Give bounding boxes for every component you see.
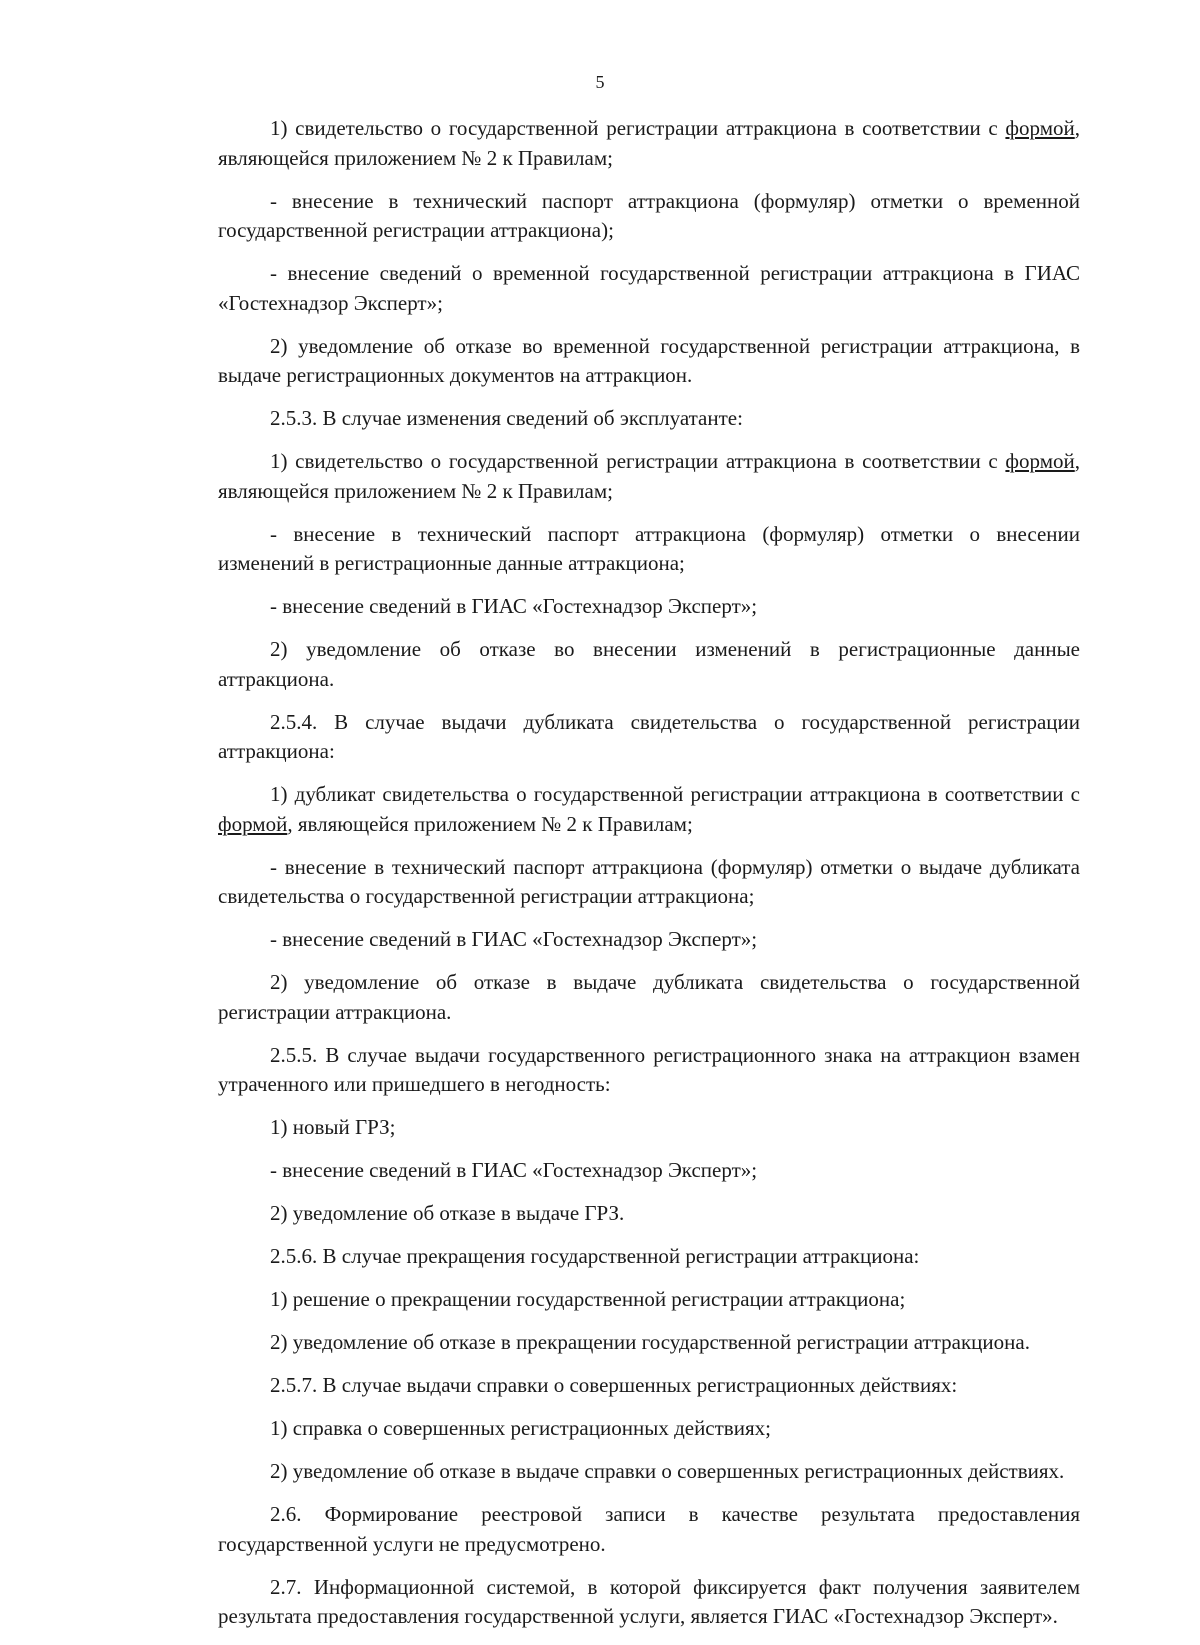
page-number: 5: [595, 72, 605, 92]
paragraph: 1) дубликат свидетельства о государственной регистрации аттракциона в соответствии с формой, являющейся приложением № 2 к Правилам;: [218, 782, 1080, 836]
section-heading: 2.5.4. В случае выдачи дубликата свидетельства о государственной регистрации аттракциона:: [218, 709, 1080, 763]
section-heading: 2.6. Формирование реестровой записи в качестве результата предоставления государственной услуги не предусмотрено.: [218, 1502, 1080, 1556]
section-heading: 2.5.3. В случае изменения сведений об эксплуатанте:: [270, 406, 743, 430]
paragraph: - внесение сведений о временной государственной регистрации аттракциона в ГИАС «Гостехнадзор Эксперт»;: [218, 261, 1080, 315]
paragraph: - внесение в технический паспорт аттракциона (формуляр) отметки о внесении изменений в регистрационные данные аттракциона;: [218, 521, 1080, 575]
paragraph: - внесение в технический паспорт аттракциона (формуляр) отметки о выдаче дубликата свидетельства о государственной регистрации аттракциона;: [218, 854, 1080, 908]
paragraph: 1) новый ГРЗ;: [270, 1115, 396, 1139]
section-heading: 2.5.7. В случае выдачи справки о совершенных регистрационных действиях:: [270, 1373, 958, 1397]
paragraph: 1) свидетельство о государственной регистрации аттракциона в соответствии с формой, являющейся приложением № 2 к Правилам;: [218, 449, 1080, 503]
paragraph: 2) уведомление об отказе во внесении изменений в регистрационные данные аттракциона.: [218, 637, 1080, 691]
paragraph: 1) решение о прекращении государственной регистрации аттракциона;: [270, 1287, 906, 1311]
section-heading: 2.5.6. В случае прекращения государственной регистрации аттракциона:: [270, 1244, 920, 1268]
paragraph: 1) свидетельство о государственной регистрации аттракциона в соответствии с формой, являющейся приложением № 2 к Правилам;: [218, 116, 1080, 170]
form-link[interactable]: формой: [218, 811, 288, 836]
paragraph: - внесение сведений в ГИАС «Гостехнадзор Эксперт»;: [270, 1158, 758, 1182]
paragraph: 2) уведомление об отказе в выдаче ГРЗ.: [270, 1201, 625, 1225]
paragraph: 2) уведомление об отказе в прекращении государственной регистрации аттракциона.: [270, 1330, 1030, 1354]
form-link[interactable]: формой: [1005, 116, 1075, 140]
paragraph: 2) уведомление об отказе в выдаче справки о совершенных регистрационных действиях.: [270, 1459, 1065, 1483]
section-heading: 2.7. Информационной системой, в которой фиксируется факт получения заявителем результата предоставления государственной услуги, является ГИАС «Гостехнадзор Эксперт».: [218, 1574, 1080, 1628]
paragraph: 1) справка о совершенных регистрационных действиях;: [270, 1416, 771, 1440]
paragraph: - внесение сведений в ГИАС «Гостехнадзор Эксперт»;: [270, 594, 758, 618]
paragraph: - внесение в технический паспорт аттракциона (формуляр) отметки о временной государственной регистрации аттракциона);: [218, 188, 1080, 242]
paragraph: 2) уведомление об отказе в выдаче дубликата свидетельства о государственной регистрации аттракциона.: [218, 970, 1080, 1024]
paragraph: - внесение сведений в ГИАС «Гостехнадзор Эксперт»;: [270, 927, 758, 951]
section-heading: 2.5.5. В случае выдачи государственного регистрационного знака на аттракцион взамен утраченного или пришедшего в негодность:: [218, 1042, 1080, 1096]
form-link[interactable]: формой: [1005, 449, 1075, 473]
document-body: [218, 114, 1080, 1645]
paragraph: 2) уведомление об отказе во временной государственной регистрации аттракциона, в выдаче регистрационных документов на аттракцион.: [218, 333, 1080, 387]
